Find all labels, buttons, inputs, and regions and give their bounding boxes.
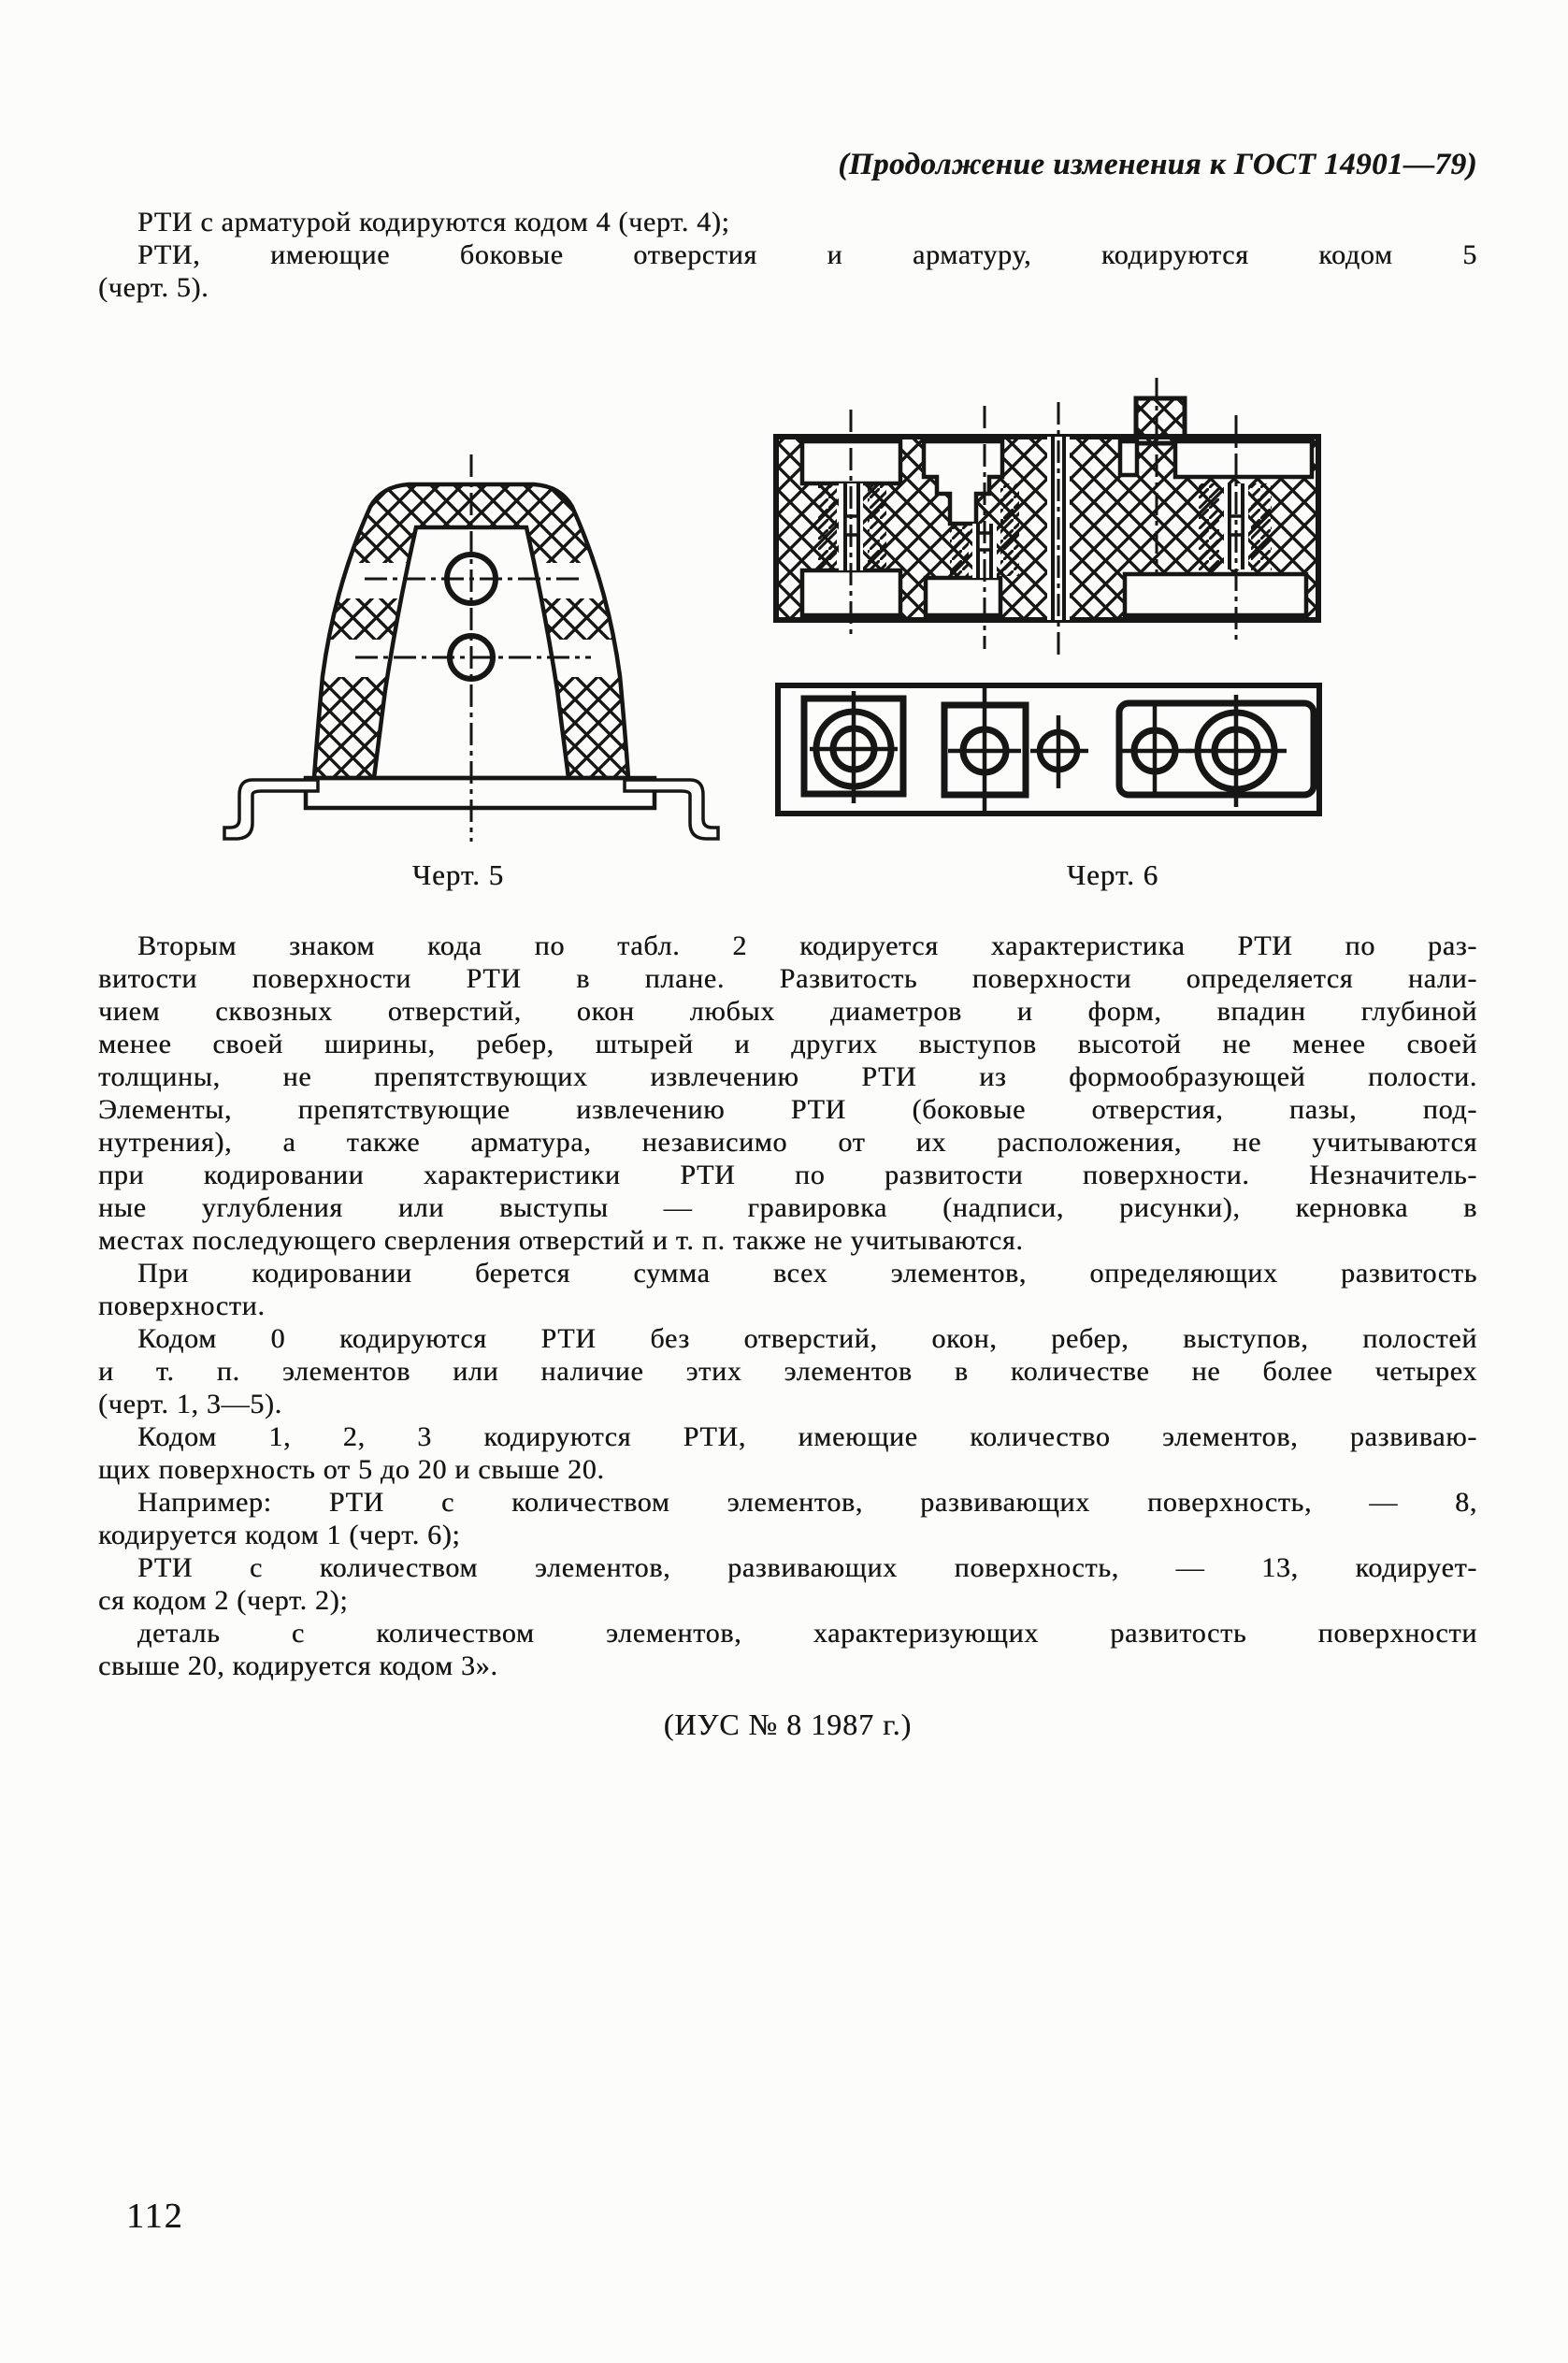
text-line: деталь с количеством элементов, характеризующих развитость поверхности bbox=[137, 1618, 1477, 1649]
text-line: поверхности. bbox=[98, 1290, 266, 1321]
text-line: Элементы, препятствующие извлечению РТИ (боковые отверстия, пазы, под- bbox=[98, 1094, 1477, 1125]
header-note: (Продолжение изменения к ГОСТ 14901—79) bbox=[838, 148, 1477, 181]
text-line: и т. п. элементов или наличие этих элементов в количестве не более четырех bbox=[98, 1356, 1477, 1387]
text-line: толщины, не препятствующих извлечению РТИ из формообразующей полости. bbox=[98, 1061, 1477, 1092]
text-line: при кодировании характеристики РТИ по развитости поверхности. Незначитель- bbox=[98, 1160, 1477, 1190]
page-number: 112 bbox=[126, 2197, 184, 2236]
figure-6-caption: Черт. 6 bbox=[1066, 858, 1159, 891]
text-line: щих поверхность от 5 до 20 и свыше 20. bbox=[98, 1454, 605, 1485]
text-line: Кодом 0 кодируются РТИ без отверстий, окон, ребер, выступов, полостей bbox=[137, 1323, 1477, 1354]
text-line: витости поверхности РТИ в плане. Развитость поверхности определяется нали- bbox=[98, 963, 1477, 994]
text-line: нутрения), а также арматура, независимо от их расположения, не учитываются bbox=[98, 1127, 1477, 1158]
intro-paragraphs bbox=[98, 206, 1477, 304]
text-line: местах последующего сверления отверстий и т. п. также не учитываются. bbox=[98, 1225, 1024, 1256]
text-line: менее своей ширины, ребер, штырей и других выступов высотой не менее своей bbox=[98, 1029, 1477, 1059]
text-line: (черт. 5). bbox=[98, 272, 209, 303]
text-line: свыше 20, кодируется кодом 3». bbox=[98, 1650, 498, 1681]
text-line: Вторым знаком кода по табл. 2 кодируется характеристика РТИ по раз- bbox=[137, 930, 1477, 961]
figure-6-section-drawing bbox=[767, 385, 1328, 628]
figure-5-caption: Черт. 5 bbox=[411, 858, 505, 891]
text-line: РТИ с количеством элементов, развивающих поверхность, — 13, кодирует- bbox=[137, 1552, 1477, 1583]
text-line: Например: РТИ с количеством элементов, развивающих поверхность, — 8, bbox=[137, 1487, 1477, 1518]
source-note: (ИУС № 8 1987 г.) bbox=[663, 1707, 913, 1741]
text-line: чием сквозных отверстий, окон любых диаметров и форм, впадин глубиной bbox=[98, 996, 1477, 1027]
figure-6-plan-drawing bbox=[767, 678, 1328, 823]
fig5-base-plate bbox=[306, 778, 655, 808]
body-paragraphs bbox=[98, 929, 1477, 1682]
text-line: При кодировании берется сумма всех элементов, определяющих развитость bbox=[137, 1258, 1477, 1289]
text-line: Кодом 1, 2, 3 кодируются РТИ, имеющие количество элементов, развиваю- bbox=[137, 1421, 1477, 1452]
text-line: ся кодом 2 (черт. 2); bbox=[98, 1585, 349, 1616]
text-line: РТИ, имеющие боковые отверстия и арматуру, кодируются кодом 5 bbox=[137, 239, 1477, 270]
text-line: РТИ с арматурой кодируются кодом 4 (черт. 4); bbox=[137, 207, 730, 238]
figure-5-bell-mount-drawing bbox=[224, 466, 748, 849]
text-line: ные углубления или выступы — гравировка (надписи, рисунки), керновка в bbox=[98, 1192, 1477, 1223]
text-line: кодируется кодом 1 (черт. 6); bbox=[98, 1520, 461, 1550]
text-line: (черт. 1, 3—5). bbox=[98, 1389, 282, 1419]
